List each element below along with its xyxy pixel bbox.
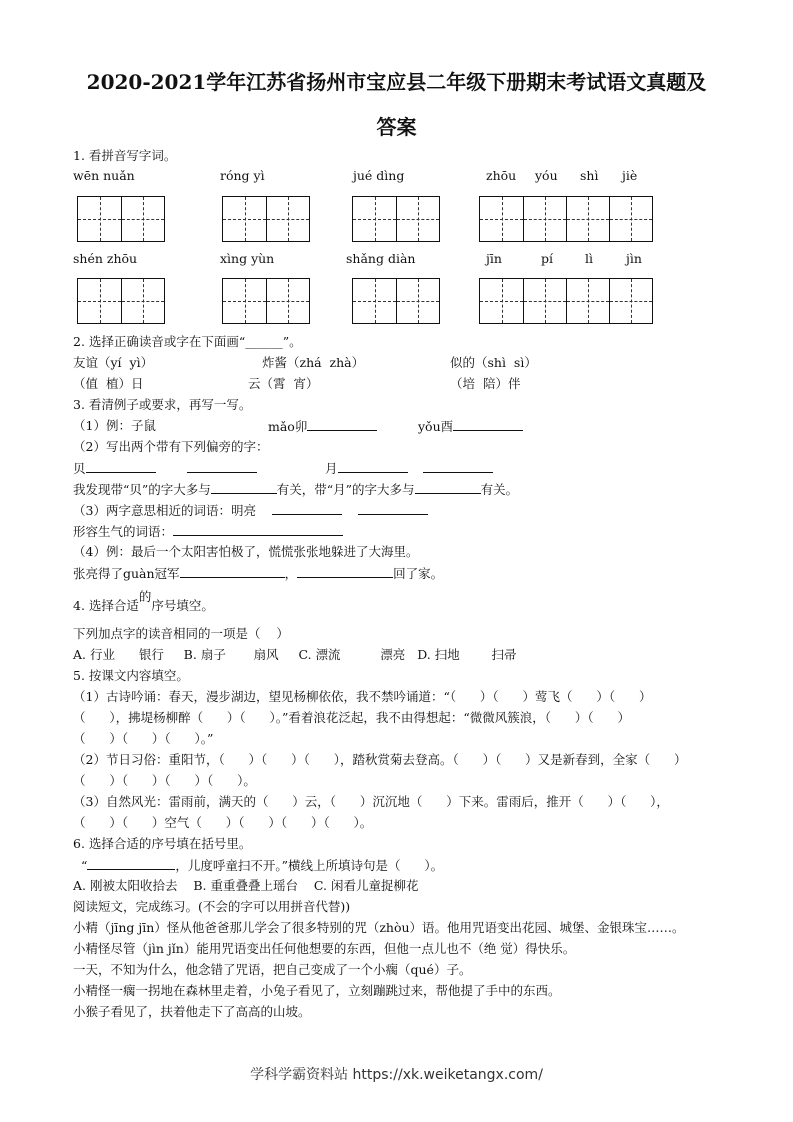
answer-blank[interactable] [338, 460, 408, 473]
pinyin-label: jìn [626, 251, 642, 266]
pinyin-label: róng yì [220, 168, 265, 183]
q1-heading: 1. 看拼音写字词。 [73, 148, 177, 163]
answer-blank[interactable] [307, 418, 377, 431]
answer-blank[interactable] [187, 460, 257, 473]
q2-option: （培 陪）伴 [450, 376, 521, 391]
q2-option: （值 植）日 [73, 376, 144, 391]
pinyin-label: pí [541, 251, 553, 266]
q3-line: （3）两字意思相近的词语：明亮 [73, 502, 428, 519]
answer-blank[interactable] [180, 565, 285, 578]
q3-line: 形容生气的词语： [73, 523, 343, 540]
reading-paragraph: 一天，不知为什么，他念错了咒语，把自己变成了一个小瘸（qué）子。 [73, 962, 472, 977]
q3-line: 我发现带“贝”的字大多与 有关，带“月”的字大多与 有关。 [73, 482, 519, 497]
q4-line: 下列加点字的读音相同的一项是（ ） [73, 626, 289, 641]
q3-line: （1）例：子鼠 [73, 418, 156, 433]
q3-line: （2）写出两个带有下列偏旁的字： [73, 439, 269, 454]
reading-paragraph: 小精怪尽管（jìn jǐn）能用咒语变出任何他想要的东西，但他一点儿也不（绝 觉）得快乐。 [73, 941, 576, 956]
q5-heading: 5. 按课文内容填空。 [73, 668, 189, 683]
pinyin-label: shǎng diàn [346, 251, 416, 266]
answer-blank[interactable] [272, 502, 342, 515]
writing-grid[interactable] [352, 278, 440, 324]
q5-line: （ ），拂堤杨柳醉（ ）（ ）。”看着浪花泛起，我不由得想起：“微微风簇浪，（ ）（ ） [73, 710, 630, 725]
answer-blank[interactable] [297, 565, 393, 578]
q3-line: mǎo卯 [268, 418, 377, 435]
q5-line: （ ）（ ）（ ）（ ）。 [73, 773, 256, 788]
pinyin-label: yóu [535, 168, 558, 183]
q3-heading: 3. 看清例子或要求，再写一写。 [73, 397, 252, 412]
writing-grid[interactable] [77, 278, 165, 324]
q6-line: “ ，儿度呼童扫不开。”横线上所填诗句是（ ）。 [73, 858, 444, 873]
writing-grid[interactable] [77, 196, 165, 242]
pinyin-label: jiè [622, 168, 638, 183]
reading-paragraph: 小精怪一瘸一拐地在森林里走着，小兔子看见了，立刻蹦跳过来，帮他提了手中的东西。 [73, 983, 561, 998]
pinyin-label: zhōu [486, 168, 517, 183]
q5-line: （ ）（ ）（ ）。” [73, 731, 214, 746]
q2-option: 炸酱（zhá zhà） [262, 355, 365, 370]
q3-line: yǒu酉 [418, 418, 523, 435]
q3-line: 贝 [73, 460, 257, 477]
answer-blank[interactable] [358, 502, 428, 515]
pinyin-label: lì [585, 251, 593, 266]
writing-grid[interactable] [222, 278, 310, 324]
answer-blank[interactable] [415, 481, 481, 494]
writing-grid[interactable] [352, 196, 440, 242]
pinyin-label: jīn [486, 251, 502, 266]
writing-grid[interactable] [479, 196, 653, 242]
pinyin-label: xìng yùn [220, 251, 275, 266]
pinyin-label: shì [580, 168, 599, 183]
site-footer: 学科学霸资料站 https://xk.weiketangx.com/ [250, 1067, 543, 1083]
q5-line: （ ）（ ）空气（ ）（ ）（ ）（ ）。 [73, 815, 373, 830]
q2-option: 云（霄 宵） [248, 376, 319, 391]
answer-blank[interactable] [87, 857, 175, 870]
reading-paragraph: 小猴子看见了，扶着他走下了高高的山坡。 [73, 1004, 311, 1019]
writing-grid[interactable] [222, 196, 310, 242]
q5-line: （3）自然风光：雷雨前，满天的（ ）云，（ ）沉沉地（ ）下来。雷雨后，推开（ ）（ ）， [73, 794, 669, 809]
q6-heading: 6. 选择合适的序号填在括号里。 [73, 836, 252, 851]
pinyin-label: jué dìng [353, 168, 405, 183]
answer-blank[interactable] [453, 418, 523, 431]
q5-line: （2）节日习俗：重阳节，（ ）（ ）（ ），踏秋赏菊去登高。（ ）（ ）又是新春到，全家（ ） [73, 752, 687, 767]
q2-option: 似的（shì sì） [450, 355, 537, 370]
q6-options: A. 刚被太阳收拾去 B. 重重叠叠上瑶台 C. 闲看儿童捉柳花 [73, 878, 419, 893]
q5-line: （1）古诗吟诵：春天，漫步湖边，望见杨柳依依，我不禁吟诵道：“（ ）（ ）莺飞（ ）（ ） [73, 689, 652, 704]
q3-line: 张亮得了guàn冠军 ， 回了家。 [73, 566, 444, 581]
q4-heading: 4. 选择合适的序号填空。 [73, 589, 214, 613]
q4-options: A. 行业 银行 B. 扇子 扇风 C. 漂流 漂亮 D. 扫地 扫帚 [73, 647, 517, 662]
page-title-continued: 答案 [376, 115, 417, 139]
q3-line: 月 [325, 460, 493, 477]
q2-option: 友谊（yí yì） [73, 355, 154, 370]
q3-line: （4）例：最后一个太阳害怕极了，慌慌张张地躲进了大海里。 [73, 544, 419, 559]
q2-heading: 2. 选择正确读音或字在下面画“______”。 [73, 334, 302, 349]
reading-paragraph: 小精（jīng jīn）怪从他爸爸那儿学会了很多特别的咒（zhòu）语。他用咒语变出花园、城堡、金银珠宝……。 [73, 920, 685, 935]
answer-blank[interactable] [423, 460, 493, 473]
answer-blank[interactable] [86, 460, 156, 473]
answer-blank[interactable] [173, 523, 343, 536]
page-title: 2020-2021学年江苏省扬州市宝应县二年级下册期末考试语文真题及 [86, 70, 707, 94]
reading-instruction: 阅读短文，完成练习。(不会的字可以用拼音代替)) [73, 899, 351, 914]
pinyin-label: shén zhōu [73, 251, 138, 266]
writing-grid[interactable] [479, 278, 653, 324]
pinyin-label: wēn nuǎn [73, 168, 135, 183]
answer-blank[interactable] [211, 481, 277, 494]
